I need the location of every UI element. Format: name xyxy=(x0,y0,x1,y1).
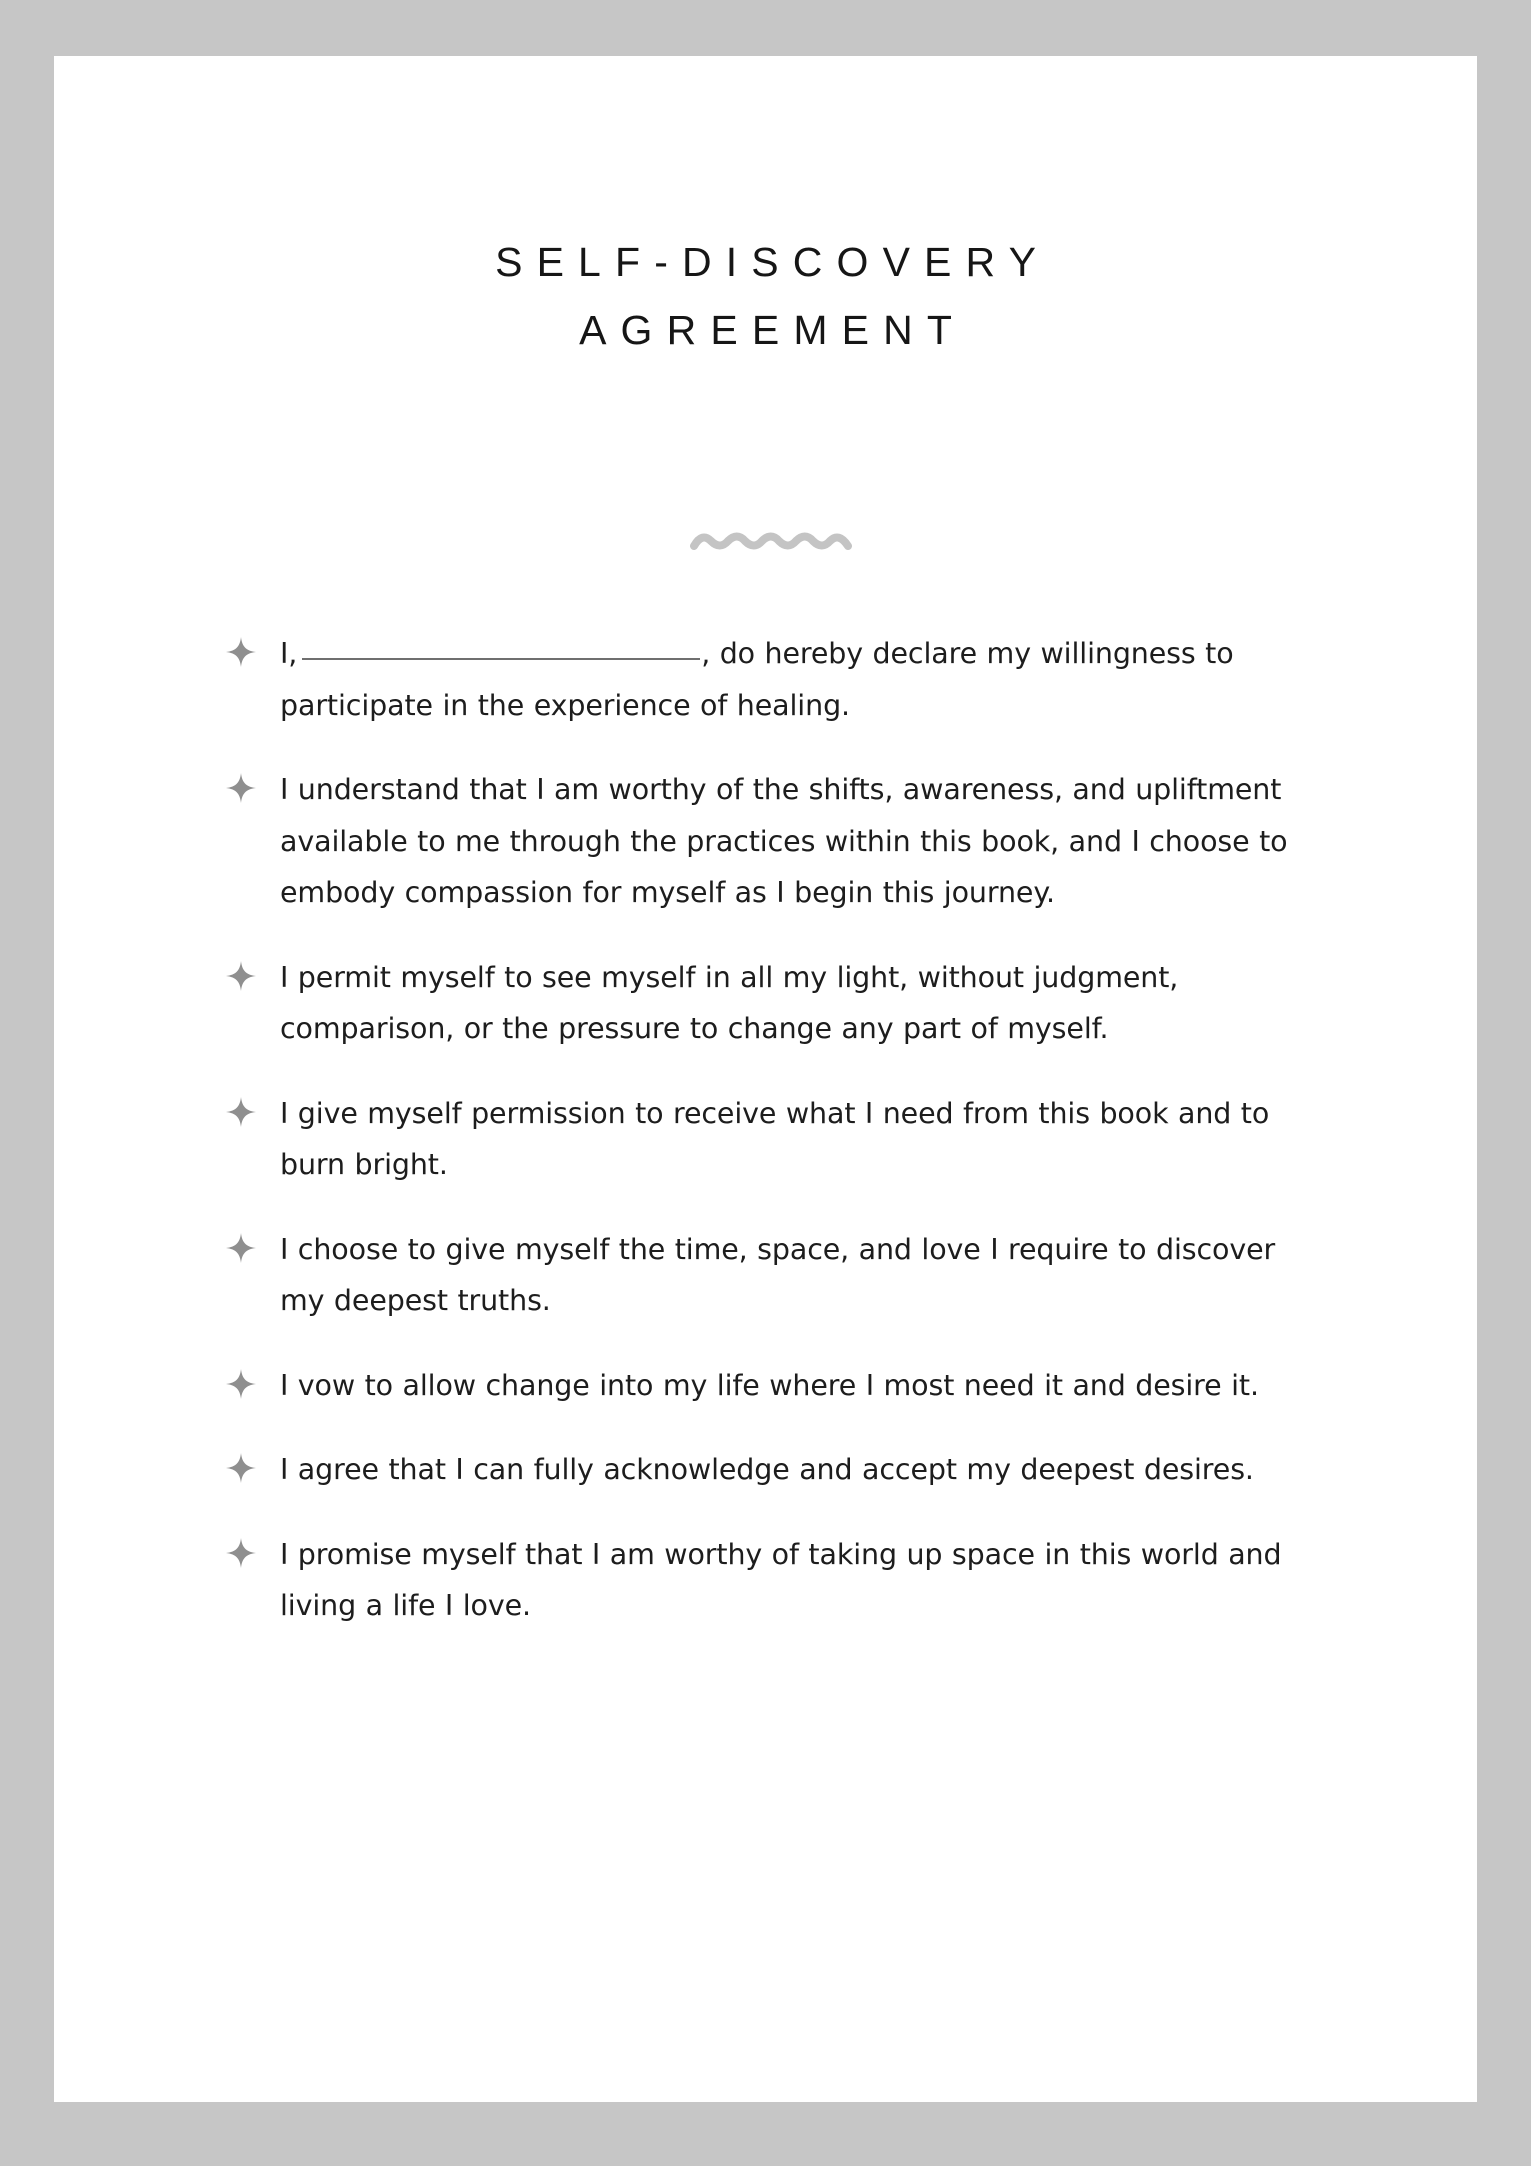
list-item xyxy=(218,1224,1318,1327)
sparkle-star-icon xyxy=(226,1097,256,1127)
sparkle-star-icon xyxy=(226,1369,256,1399)
list-item xyxy=(218,1360,1318,1412)
list-item-text: I give myself permission to receive what I need from this book and to burn bright. xyxy=(280,1096,1270,1181)
title-line-2: AGREEMENT xyxy=(579,307,967,353)
list-item xyxy=(218,628,1318,731)
wavy-line-divider-icon xyxy=(688,522,864,562)
agreement-list xyxy=(218,628,1318,1632)
name-blank-field[interactable] xyxy=(302,658,700,660)
list-item xyxy=(218,1088,1318,1191)
list-item-text: I promise myself that I am worthy of taking up space in this world and living a life I love. xyxy=(280,1537,1282,1622)
declaration-prefix: I, xyxy=(280,637,298,670)
list-item-text: I understand that I am worthy of the shifts, awareness, and upliftment available to me through the practices within this book, and I choose to embody compassion for myself as I begin this journey. xyxy=(280,773,1288,909)
page-title xyxy=(54,228,1477,364)
list-item xyxy=(218,952,1318,1055)
list-item-text: I agree that I can fully acknowledge and accept my deepest desires. xyxy=(280,1453,1254,1486)
title-line-1: SELF-DISCOVERY xyxy=(495,239,1051,285)
list-item-text: I vow to allow change into my life where I most need it and desire it. xyxy=(280,1368,1259,1402)
sparkle-star-icon xyxy=(226,961,256,991)
list-item xyxy=(218,1444,1318,1496)
list-item xyxy=(218,1529,1318,1632)
sparkle-star-icon xyxy=(226,1233,256,1263)
wavy-line-divider xyxy=(54,522,1477,562)
sparkle-star-icon xyxy=(226,637,256,667)
sparkle-star-icon xyxy=(226,1538,256,1568)
list-item-text: I choose to give myself the time, space, and love I require to discover my deepest truths. xyxy=(280,1232,1276,1317)
document-page xyxy=(54,56,1477,2102)
list-item xyxy=(218,764,1318,919)
sparkle-star-icon xyxy=(226,773,256,803)
list-item-text: I permit myself to see myself in all my light, without judgment, comparison, or the pressure to change any part of myself. xyxy=(280,960,1179,1045)
sparkle-star-icon xyxy=(226,1453,256,1483)
list-item-text xyxy=(280,628,1300,731)
declaration-suffix: , do hereby declare my willingness to participate in the experience of healing. xyxy=(280,637,1234,722)
